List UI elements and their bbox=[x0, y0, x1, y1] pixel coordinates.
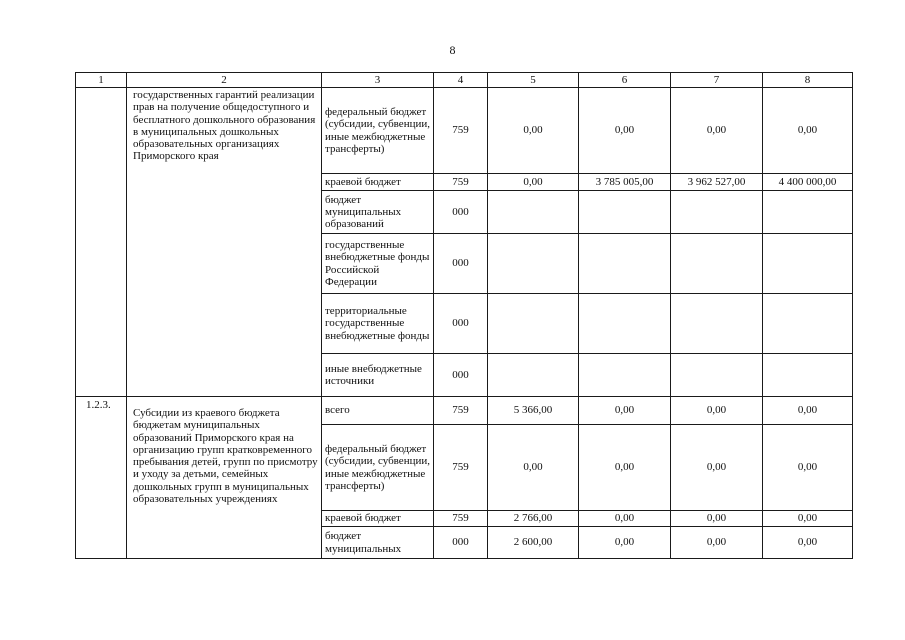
value-col-8: 4 400 000,00 bbox=[763, 174, 853, 191]
funding-source: бюджет муниципальных образований bbox=[322, 191, 434, 234]
value-col-7: 0,00 bbox=[671, 527, 763, 559]
value-col-8 bbox=[763, 294, 853, 354]
value-col-5: 2 766,00 bbox=[488, 511, 579, 527]
value-col-7: 0,00 bbox=[671, 425, 763, 511]
value-col-7 bbox=[671, 294, 763, 354]
value-col-8: 0,00 bbox=[763, 88, 853, 174]
budget-table bbox=[75, 72, 853, 559]
value-col-7: 3 962 527,00 bbox=[671, 174, 763, 191]
value-col-8: 0,00 bbox=[763, 397, 853, 425]
row-index: 1.2.3. bbox=[76, 397, 127, 559]
value-col-6 bbox=[579, 294, 671, 354]
value-col-5 bbox=[488, 191, 579, 234]
budget-code: 759 bbox=[434, 397, 488, 425]
funding-source: иные внебюджетные источники bbox=[322, 354, 434, 397]
table-row bbox=[76, 397, 853, 425]
budget-code: 000 bbox=[434, 191, 488, 234]
budget-code: 000 bbox=[434, 234, 488, 294]
row-index bbox=[76, 88, 127, 397]
value-col-5 bbox=[488, 234, 579, 294]
value-col-6: 0,00 bbox=[579, 511, 671, 527]
value-col-8 bbox=[763, 191, 853, 234]
value-col-6: 3 785 005,00 bbox=[579, 174, 671, 191]
funding-source: краевой бюджет bbox=[322, 511, 434, 527]
funding-source: территориальные государственные внебюджетные фонды bbox=[322, 294, 434, 354]
value-col-5: 5 366,00 bbox=[488, 397, 579, 425]
value-col-5: 0,00 bbox=[488, 88, 579, 174]
value-col-7 bbox=[671, 354, 763, 397]
value-col-7: 0,00 bbox=[671, 88, 763, 174]
budget-code: 759 bbox=[434, 425, 488, 511]
budget-code: 000 bbox=[434, 294, 488, 354]
row-description: государственных гарантий реализации прав на получение общедоступного и бесплатного дошкольного образования в муниципальных дошкольных образовательных организациях Приморского края bbox=[127, 88, 322, 397]
funding-source: всего bbox=[322, 397, 434, 425]
value-col-6: 0,00 bbox=[579, 527, 671, 559]
table-row bbox=[76, 88, 853, 174]
funding-source: государственные внебюджетные фонды Российской Федерации bbox=[322, 234, 434, 294]
header-col-1: 1 bbox=[76, 73, 127, 88]
value-col-8: 0,00 bbox=[763, 425, 853, 511]
header-col-4: 4 bbox=[434, 73, 488, 88]
value-col-6: 0,00 bbox=[579, 425, 671, 511]
value-col-6 bbox=[579, 191, 671, 234]
value-col-6 bbox=[579, 354, 671, 397]
budget-code: 000 bbox=[434, 354, 488, 397]
value-col-5 bbox=[488, 354, 579, 397]
value-col-6: 0,00 bbox=[579, 397, 671, 425]
row-description: Субсидии из краевого бюджета бюджетам муниципальных образований Приморского края на организацию групп кратковременного пребывания детей, групп по присмотру и уходу за детьми, семейных дошкольных групп в муниципальных образовательных учреждениях bbox=[127, 397, 322, 559]
funding-source: федеральный бюджет (субсидии, субвенции, иные межбюджетные трансферты) bbox=[322, 425, 434, 511]
header-col-8: 8 bbox=[763, 73, 853, 88]
header-col-5: 5 bbox=[488, 73, 579, 88]
value-col-5: 0,00 bbox=[488, 425, 579, 511]
value-col-8: 0,00 bbox=[763, 527, 853, 559]
value-col-8: 0,00 bbox=[763, 511, 853, 527]
value-col-6: 0,00 bbox=[579, 88, 671, 174]
funding-source: краевой бюджет bbox=[322, 174, 434, 191]
value-col-7: 0,00 bbox=[671, 511, 763, 527]
value-col-8 bbox=[763, 354, 853, 397]
budget-code: 000 bbox=[434, 527, 488, 559]
value-col-6 bbox=[579, 234, 671, 294]
funding-source: бюджет муниципальных bbox=[322, 527, 434, 559]
value-col-7: 0,00 bbox=[671, 397, 763, 425]
budget-code: 759 bbox=[434, 88, 488, 174]
value-col-5: 2 600,00 bbox=[488, 527, 579, 559]
funding-source: федеральный бюджет (субсидии, субвенции, иные межбюджетные трансферты) bbox=[322, 88, 434, 174]
budget-code: 759 bbox=[434, 511, 488, 527]
page-number: 8 bbox=[449, 43, 456, 57]
header-col-2: 2 bbox=[127, 73, 322, 88]
header-col-3: 3 bbox=[322, 73, 434, 88]
header-row bbox=[76, 73, 853, 88]
value-col-5: 0,00 bbox=[488, 174, 579, 191]
header-col-7: 7 bbox=[671, 73, 763, 88]
value-col-5 bbox=[488, 294, 579, 354]
value-col-8 bbox=[763, 234, 853, 294]
value-col-7 bbox=[671, 234, 763, 294]
value-col-7 bbox=[671, 191, 763, 234]
header-col-6: 6 bbox=[579, 73, 671, 88]
budget-code: 759 bbox=[434, 174, 488, 191]
